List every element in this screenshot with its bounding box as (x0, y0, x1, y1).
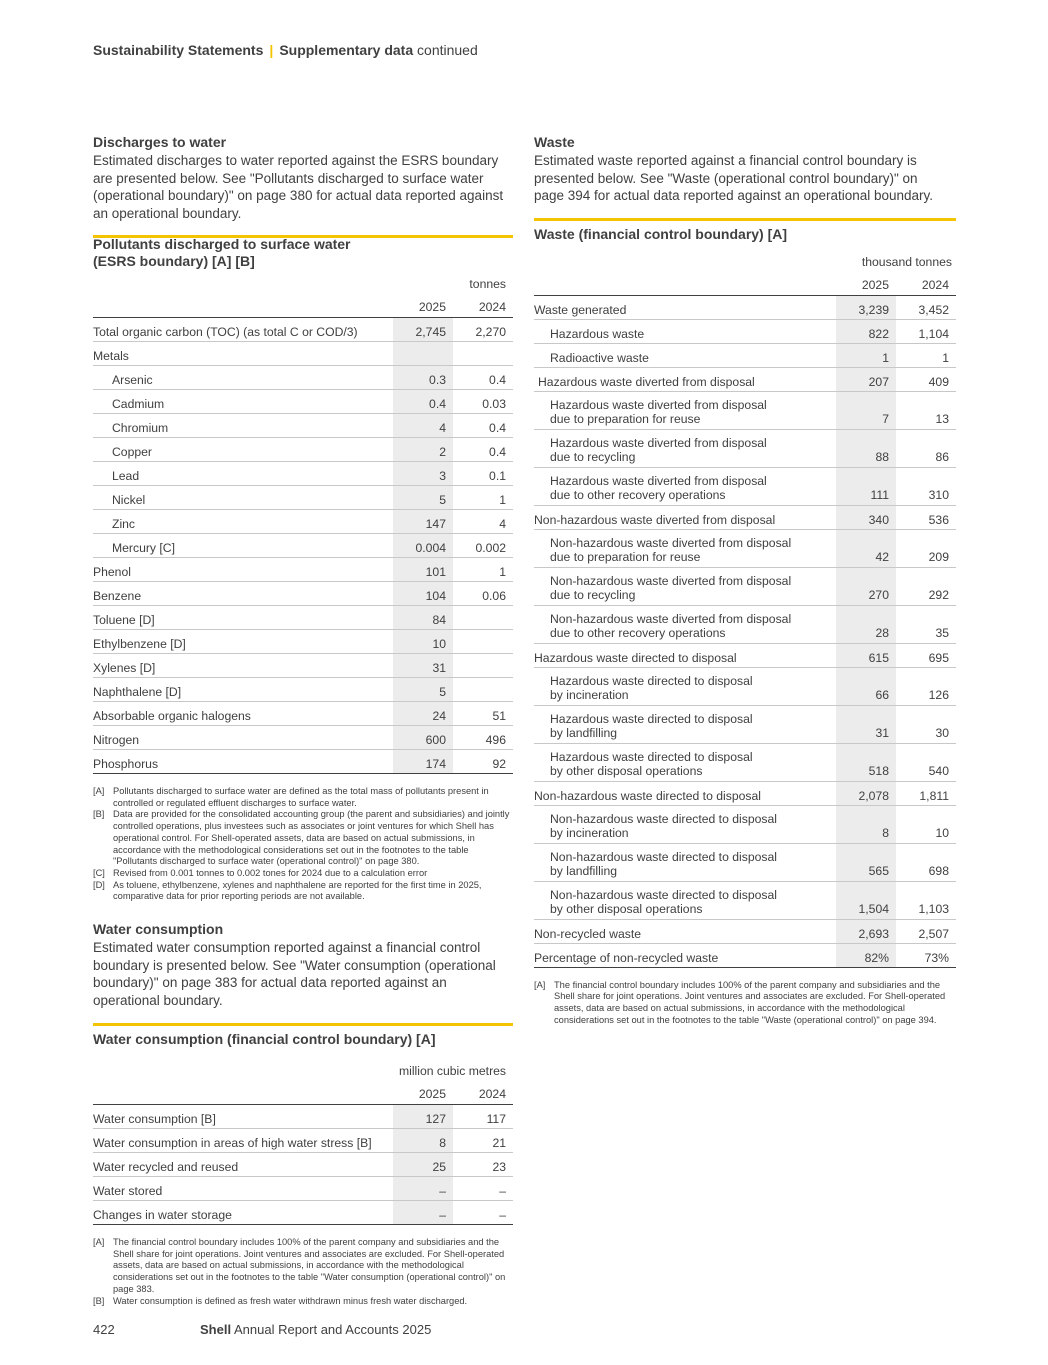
footnote-key: [A] (534, 979, 546, 990)
value-2025: 84 (393, 606, 453, 630)
pollutants-year-2024: 2024 (453, 292, 513, 318)
row-label: Zinc (93, 510, 393, 534)
row-label-line1: Hazardous waste directed to disposal (550, 749, 753, 764)
value-2025: 0.3 (393, 366, 453, 390)
table-row (534, 705, 956, 743)
row-label: Phosphorus (93, 750, 393, 774)
table-row (93, 534, 513, 558)
value-2025: 31 (836, 705, 896, 743)
pollutants-year-2025: 2025 (393, 292, 453, 318)
row-label-line2: due to recycling (550, 450, 636, 464)
value-2024: 310 (896, 467, 956, 505)
row-label (534, 295, 836, 319)
row-label-line1: Non-hazardous waste directed to disposal (534, 788, 761, 803)
page-number: 422 (93, 1322, 115, 1337)
value-2025: 600 (393, 726, 453, 750)
waste-title: Waste (534, 134, 575, 150)
footnote-text: The financial control boundary includes 100% of the parent company and subsidiaries and the Shell share for joint operations. Joint ventures and associates are excluded. For Shell-operated assets, data are based on actual submissions, in accordance with the methodological considerations set out in the footnotes to the table "Water consumption (operational control)" on page 383. (113, 1237, 506, 1294)
footnote-text: Pollutants discharged to surface water are defined as the total mass of pollutants present in controlled or regulated effluent discharges to surface water. (113, 786, 489, 808)
value-2025: 24 (393, 702, 453, 726)
table-row (534, 805, 956, 843)
table-row (93, 342, 513, 366)
value-2025: 7 (836, 391, 896, 429)
row-label-line1: Waste generated (534, 302, 627, 317)
footnote-key: [A] (93, 1237, 105, 1248)
page-footer (93, 1322, 431, 1337)
table-row (534, 943, 956, 967)
table-row (93, 438, 513, 462)
footnote-text: Revised from 0.001 tonnes to 0.002 tones for 2024 due to a calculation error (113, 867, 428, 878)
table-row (93, 1201, 513, 1225)
value-2024: 698 (896, 843, 956, 881)
row-label-line2: by other disposal operations (550, 764, 703, 778)
water-year-2024: 2024 (453, 1079, 513, 1105)
value-2024: 30 (896, 705, 956, 743)
value-2025: 31 (393, 654, 453, 678)
footnote-key: [B] (93, 809, 105, 820)
page-header (93, 42, 478, 58)
value-2024: 1,811 (896, 781, 956, 805)
value-2025: 5 (393, 678, 453, 702)
value-2024: 4 (453, 510, 513, 534)
row-label: Phenol (93, 558, 393, 582)
value-2025: 0.004 (393, 534, 453, 558)
value-2025: 3,239 (836, 295, 896, 319)
footnote-text: Water consumption is defined as fresh water withdrawn minus fresh water discharged. (113, 1295, 468, 1306)
value-2024: 2,507 (896, 919, 956, 943)
row-label (534, 567, 836, 605)
value-2024: 0.4 (453, 366, 513, 390)
value-2024: 51 (453, 702, 513, 726)
value-2025: 1,504 (836, 881, 896, 919)
value-2025: 25 (393, 1153, 453, 1177)
table-row (93, 390, 513, 414)
row-label-line1: Hazardous waste (550, 326, 645, 341)
table-row (93, 702, 513, 726)
value-2024: 0.03 (453, 390, 513, 414)
value-2024: 695 (896, 643, 956, 667)
value-2024 (453, 654, 513, 678)
row-label (534, 529, 836, 567)
row-label-line1: Non-hazardous waste directed to disposal (550, 849, 777, 864)
row-label: Nitrogen (93, 726, 393, 750)
value-2024: 209 (896, 529, 956, 567)
row-label-line1: Hazardous waste diverted from disposal (538, 374, 755, 389)
value-2024: 92 (453, 750, 513, 774)
value-2025: – (393, 1177, 453, 1201)
value-2025: 5 (393, 486, 453, 510)
table-row (534, 605, 956, 643)
row-label (534, 605, 836, 643)
row-label-line1: Hazardous waste directed to disposal (550, 673, 753, 688)
value-2024: 21 (453, 1129, 513, 1153)
table-row (93, 318, 513, 342)
row-label (534, 505, 836, 529)
value-2025: 207 (836, 367, 896, 391)
water-table-title: Water consumption (financial control boundary) [A] (93, 1023, 513, 1048)
row-label-line1: Non-recycled waste (534, 926, 642, 941)
row-label: Copper (93, 438, 393, 462)
row-label (534, 643, 836, 667)
row-label: Water recycled and reused (93, 1153, 393, 1177)
pollutants-notes (93, 786, 513, 903)
value-2025: – (393, 1201, 453, 1225)
row-label: Metals (93, 342, 393, 366)
row-label-line2: by landfilling (550, 864, 618, 878)
row-label (534, 391, 836, 429)
row-label (534, 467, 836, 505)
value-2024 (453, 606, 513, 630)
table-row (534, 567, 956, 605)
row-label-line2: due to recycling (550, 588, 636, 602)
value-2025: 88 (836, 429, 896, 467)
value-2024: 0.002 (453, 534, 513, 558)
value-2025: 10 (393, 630, 453, 654)
value-2025: 4 (393, 414, 453, 438)
footnote-key: [A] (93, 786, 105, 796)
table-row (93, 510, 513, 534)
row-label: Water consumption in areas of high water stress [B] (93, 1129, 393, 1153)
value-2024: 1,104 (896, 319, 956, 343)
header-section: Sustainability Statements (93, 42, 264, 58)
value-2024: 292 (896, 567, 956, 605)
value-2025: 822 (836, 319, 896, 343)
footnote (93, 1296, 513, 1308)
row-label-line1: Non-hazardous waste directed to disposal (550, 811, 777, 826)
row-label: Xylenes [D] (93, 654, 393, 678)
row-label: Ethylbenzene [D] (93, 630, 393, 654)
value-2024: 0.06 (453, 582, 513, 606)
table-row (534, 843, 956, 881)
value-2025: 82% (836, 943, 896, 967)
table-row (93, 678, 513, 702)
row-label (534, 843, 836, 881)
footnote (93, 786, 513, 809)
value-2024: 73% (896, 943, 956, 967)
value-2024: – (453, 1177, 513, 1201)
value-2024: – (453, 1201, 513, 1225)
value-2024: 409 (896, 367, 956, 391)
value-2025: 2 (393, 438, 453, 462)
water-unit: million cubic metres (398, 1064, 506, 1079)
table-row (534, 743, 956, 781)
row-label-line1: Hazardous waste diverted from disposal (550, 473, 767, 488)
table-row (534, 667, 956, 705)
table-row (534, 529, 956, 567)
footnote-key: [B] (93, 1295, 105, 1306)
row-label-line1: Hazardous waste diverted from disposal (550, 397, 767, 412)
pollutants-table-title: Pollutants discharged to surface water (ESRS boundary) [A] [B] (93, 236, 351, 269)
row-label-line1: Non-hazardous waste diverted from disposal (534, 512, 776, 527)
value-2025: 8 (393, 1129, 453, 1153)
table-row (93, 1153, 513, 1177)
row-label-line1: Non-hazardous waste diverted from disposal (550, 611, 792, 626)
row-label: Absorbable organic halogens (93, 702, 393, 726)
table-row (534, 781, 956, 805)
row-label: Nickel (93, 486, 393, 510)
pollutants-unit: tonnes (469, 277, 506, 291)
value-2024: 536 (896, 505, 956, 529)
footnote (93, 880, 513, 903)
row-label-line2: by other disposal operations (550, 902, 703, 916)
value-2024: 1 (453, 486, 513, 510)
row-label-line2: by incineration (550, 826, 629, 840)
value-2025: 2,078 (836, 781, 896, 805)
footnote-text: As toluene, ethylbenzene, xylenes and naphthalene are reported for the first time in 2025, comparative data for prior reporting periods are not available. (113, 879, 482, 902)
water-notes (93, 1237, 513, 1307)
table-row (534, 467, 956, 505)
table-row (93, 654, 513, 678)
row-label-line1: Non-hazardous waste diverted from disposal (550, 573, 792, 588)
value-2024: 3,452 (896, 295, 956, 319)
value-2024: 1 (896, 343, 956, 367)
value-2025: 104 (393, 582, 453, 606)
footnote (534, 980, 956, 1027)
footnote (93, 1237, 513, 1296)
row-label (534, 319, 836, 343)
table-row (534, 319, 956, 343)
row-label: Benzene (93, 582, 393, 606)
row-label (534, 919, 836, 943)
row-label: Total organic carbon (TOC) (as total C or COD/3) (93, 318, 393, 342)
table-row (534, 881, 956, 919)
row-label (534, 667, 836, 705)
row-label-line1: Non-hazardous waste diverted from disposal (550, 535, 792, 550)
row-label: Lead (93, 462, 393, 486)
value-2024: 1,103 (896, 881, 956, 919)
waste-notes (534, 980, 956, 1027)
value-2024: 2,270 (453, 318, 513, 342)
value-2025: 3 (393, 462, 453, 486)
value-2024 (453, 342, 513, 366)
pollutants-rule (93, 235, 513, 238)
value-2025: 42 (836, 529, 896, 567)
row-label-line2: by landfilling (550, 726, 618, 740)
row-label: Chromium (93, 414, 393, 438)
discharges-text: Estimated discharges to water reported against the ESRS boundary are presented below. See "Pollutants discharged to surface water (operational boundary)" on page 380 for actual data reported against an operational boundary. (93, 153, 504, 221)
waste-year-2025: 2025 (836, 270, 896, 296)
table-row (534, 429, 956, 467)
value-2025: 101 (393, 558, 453, 582)
header-continued: continued (417, 42, 478, 58)
value-2025: 28 (836, 605, 896, 643)
table-row (93, 582, 513, 606)
value-2024: 0.1 (453, 462, 513, 486)
value-2024 (453, 678, 513, 702)
table-row (93, 558, 513, 582)
value-2025: 174 (393, 750, 453, 774)
right-column (534, 134, 956, 1026)
footer-report: Annual Report and Accounts 2025 (233, 1322, 432, 1337)
table-row (534, 343, 956, 367)
waste-text: Estimated waste reported against a financial control boundary is presented below. See "Waste (operational control boundary)" on page 394 for actual data reported against an operational boundary. (534, 153, 934, 203)
footnote-text: The financial control boundary includes 100% of the parent company and subsidiaries and the Shell share for joint operations. Joint ventures and associates are excluded. For Shell-operated assets, data are based on actual submissions, in accordance with the methodological considerations set out in the footnotes to the table "Waste (operational control)" on page 394. (554, 979, 946, 1025)
row-label: Arsenic (93, 366, 393, 390)
table-row (93, 750, 513, 774)
table-row (93, 1105, 513, 1129)
value-2024: 10 (896, 805, 956, 843)
row-label (534, 805, 836, 843)
footnote-key: [C] (93, 867, 105, 878)
table-row (534, 391, 956, 429)
row-label (534, 881, 836, 919)
row-label-line1: Hazardous waste directed to disposal (534, 650, 737, 665)
row-label-line1: Radioactive waste (550, 350, 649, 365)
row-label-line2: due to other recovery operations (550, 488, 726, 502)
value-2025: 1 (836, 343, 896, 367)
row-label: Mercury [C] (93, 534, 393, 558)
value-2025: 0.4 (393, 390, 453, 414)
waste-table (534, 247, 956, 968)
value-2024: 126 (896, 667, 956, 705)
table-row (534, 643, 956, 667)
row-label (534, 343, 836, 367)
table-row (534, 295, 956, 319)
footnote (93, 809, 513, 868)
value-2025: 2,693 (836, 919, 896, 943)
table-row (93, 414, 513, 438)
water-year-2025: 2025 (393, 1079, 453, 1105)
table-row (93, 1177, 513, 1201)
value-2024: 540 (896, 743, 956, 781)
table-row (534, 367, 956, 391)
discharges-title: Discharges to water (93, 134, 227, 150)
row-label-line1: Hazardous waste diverted from disposal (550, 435, 767, 450)
footer-brand: Shell (200, 1322, 232, 1337)
row-label-line2: by incineration (550, 688, 629, 702)
value-2025 (393, 342, 453, 366)
waste-table-title: Waste (financial control boundary) [A] (534, 218, 956, 243)
water-consumption-title: Water consumption (93, 921, 224, 938)
value-2025: 66 (836, 667, 896, 705)
value-2025: 340 (836, 505, 896, 529)
value-2024: 86 (896, 429, 956, 467)
row-label (534, 705, 836, 743)
row-label (534, 743, 836, 781)
header-subsection: Supplementary data (279, 42, 414, 58)
header-separator: | (269, 42, 274, 58)
value-2024: 496 (453, 726, 513, 750)
value-2024: 0.4 (453, 414, 513, 438)
water-table (93, 1056, 513, 1225)
row-label-line1: Percentage of non-recycled waste (534, 950, 719, 965)
value-2024: 0.4 (453, 438, 513, 462)
table-row (93, 630, 513, 654)
table-row (93, 726, 513, 750)
table-row (93, 366, 513, 390)
row-label: Water consumption [B] (93, 1105, 393, 1129)
table-row (93, 1129, 513, 1153)
table-row (93, 486, 513, 510)
value-2024: 23 (453, 1153, 513, 1177)
row-label: Naphthalene [D] (93, 678, 393, 702)
row-label-line1: Hazardous waste directed to disposal (550, 711, 753, 726)
table-row (534, 919, 956, 943)
row-label: Water stored (93, 1177, 393, 1201)
water-consumption-text: Estimated water consumption reported against a financial control boundary is presented below. See "Water consumption (operational boundary)" on page 383 for actual data reported against an operational boundary. (93, 940, 496, 1008)
table-row (93, 462, 513, 486)
value-2025: 147 (393, 510, 453, 534)
value-2024: 1 (453, 558, 513, 582)
waste-year-2024: 2024 (896, 270, 956, 296)
row-label (534, 781, 836, 805)
row-label (534, 429, 836, 467)
value-2025: 565 (836, 843, 896, 881)
left-column (93, 134, 513, 1307)
row-label: Cadmium (93, 390, 393, 414)
value-2024: 35 (896, 605, 956, 643)
waste-unit: thousand tonnes (861, 254, 952, 269)
row-label-line2: due to preparation for reuse (550, 412, 701, 426)
value-2025: 8 (836, 805, 896, 843)
table-row (534, 505, 956, 529)
row-label-line2: due to preparation for reuse (550, 550, 701, 564)
table-row (93, 606, 513, 630)
value-2025: 270 (836, 567, 896, 605)
footnote-key: [D] (93, 879, 105, 890)
row-label: Changes in water storage (93, 1201, 393, 1225)
row-label-line1: Non-hazardous waste directed to disposal (550, 887, 777, 902)
footnote (93, 868, 513, 880)
value-2024: 117 (453, 1105, 513, 1129)
value-2025: 127 (393, 1105, 453, 1129)
row-label-line2: due to other recovery operations (550, 626, 726, 640)
value-2025: 2,745 (393, 318, 453, 342)
pollutants-table (93, 269, 513, 774)
value-2024: 13 (896, 391, 956, 429)
row-label (534, 943, 836, 967)
value-2025: 518 (836, 743, 896, 781)
row-label: Toluene [D] (93, 606, 393, 630)
value-2024 (453, 630, 513, 654)
value-2025: 615 (836, 643, 896, 667)
row-label (534, 367, 836, 391)
value-2025: 111 (836, 467, 896, 505)
footnote-text: Data are provided for the consolidated accounting group (the parent and subsidiaries) and jointly controlled operations, plus investees such as associates or joint ventures for which Shell has operational control. For Shell-operated assets, data are based on actual submissions, in accordance with the methodological considerations set out in the footnotes to the table "Pollutants discharged to surface water (operational control)" on page 380. (113, 809, 510, 867)
